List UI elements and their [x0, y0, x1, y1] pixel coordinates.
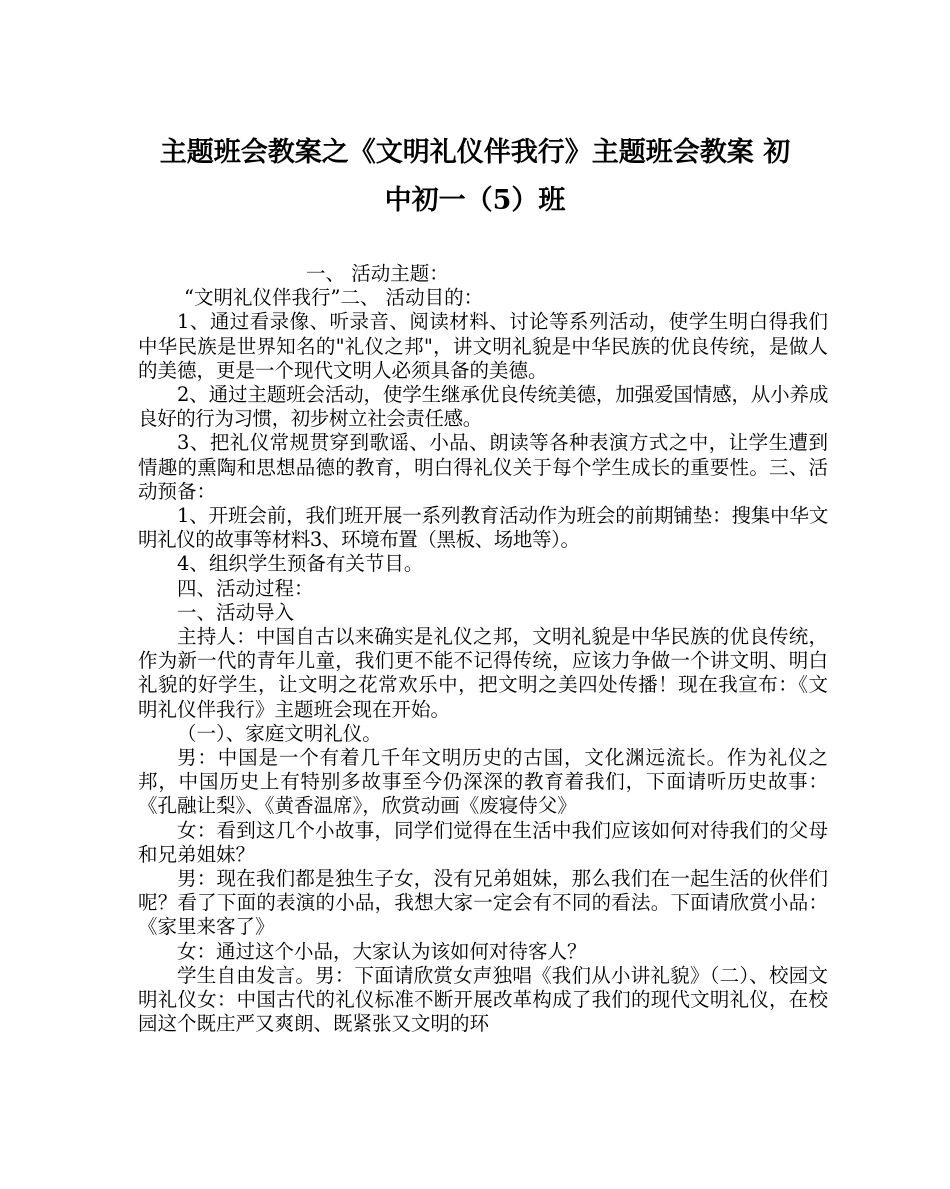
paragraph-male-sketch: 男：现在我们都是独生子女，没有兄弟姐妹，那么我们在一起生活的伙伴们呢？看了下面的表演的小品，我想大家一定会有不同的看法。下面请欣赏小品：《家里来客了》	[138, 867, 828, 939]
paragraph-goal-3: 3、把礼仪常规贯穿到歌谣、小品、朗读等各种表演方式之中，让学生遭到情趣的熏陶和思想品德的教育，明白得礼仪关于每个学生成长的重要性。三、活动预备：	[138, 431, 828, 503]
document-body	[138, 262, 828, 1037]
section-heading-family-etiquette: （一）、家庭文明礼仪。	[177, 721, 382, 745]
document-title-line-2: 中初一（5）班	[384, 185, 566, 216]
paragraph-goal-1: 1、通过看录像、听录音、阅读材料、讨论等系列活动，使学生明白得我们中华民族是世界知名的"礼仪之邦"，讲文明礼貌是中华民族的优良传统，是做人的美德，更是一个现代文明人必须具备的美德。	[138, 310, 828, 382]
document-title-line-1: 主题班会教案之《文明礼仪伴我行》主题班会教案 初	[159, 137, 791, 168]
paragraph-female-guests: 女：通过这个小品，大家认为该如何对待客人？	[177, 939, 587, 963]
paragraph-prep-1: 1、开班会前，我们班开展一系列教育活动作为班会的前期铺垫：搜集中华文明礼仪的故事等材料3、环境布置（黑板、场地等）。	[138, 504, 828, 552]
paragraph-theme-and-goal: “文明礼仪伴我行”二、 活动目的：	[184, 286, 484, 310]
paragraph-free-speech: 学生自由发言。男：下面请欣赏女声独唱《我们从小讲礼貌》（二）、校园文明礼仪女：中国古代的礼仪标准不断开展改革构成了我们的现代文明礼仪，在校园这个既庄严又爽朗、既紧张又文明的环	[138, 963, 828, 1036]
paragraph-host-intro: 主持人：中国自古以来确实是礼仪之邦，文明礼貌是中华民族的优良传统，作为新一代的青年儿童，我们更不能不记得传统，应该力争做一个讲文明、明白礼貌的好学生，让文明之花常欢乐中，把文明之美四处传播！现在我宣布：《文明礼仪伴我行》主题班会现在开始。	[138, 625, 828, 721]
paragraph-prep-4: 4、组织学生预备有关节目。	[177, 552, 424, 576]
section-heading-intro: 一、活动导入	[177, 600, 295, 624]
paragraph-female-question: 女：看到这几个小故事，同学们觉得在生活中我们应该如何对待我们的父母和兄弟姐妹？	[138, 818, 828, 866]
paragraph-male-history: 男：中国是一个有着几千年文明历史的古国，文化渊远流长。作为礼仪之邦，中国历史上有特别多故事至今仍深深的教育着我们，下面请听历史故事：《孔融让梨》、《黄香温席》，欣赏动画《废寝侍父》	[138, 746, 828, 818]
section-heading-activity-theme: 一、 活动主题：	[306, 262, 449, 285]
paragraph-goal-2: 2、通过主题班会活动，使学生继承优良传统美德，加强爱国情感，从小养成良好的行为习惯，初步树立社会责任感。	[138, 383, 828, 431]
section-heading-process: 四、活动过程：	[177, 576, 314, 600]
